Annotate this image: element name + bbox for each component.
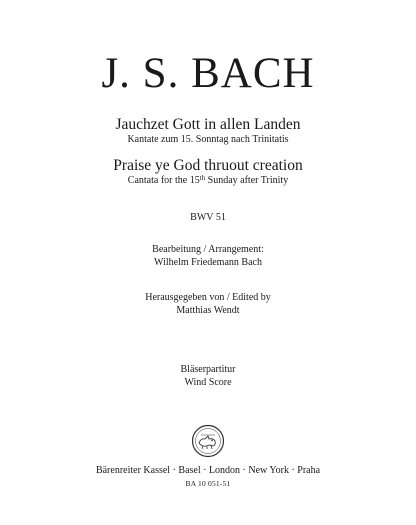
- subtitle-english: [0, 176, 416, 186]
- title-german: Jauchzet Gott in allen Landen: [115, 116, 301, 133]
- score-type-german: Bläserpartitur: [180, 364, 236, 375]
- composer-name: J. S. BACH: [101, 50, 315, 97]
- subtitle-english-ordinal: th: [199, 174, 206, 182]
- editor-name: Matthias Wendt: [176, 305, 240, 316]
- title-english: Praise ye God thruout creation: [113, 157, 303, 174]
- publisher-line: Bärenreiter Kassel · Basel · London · New York · Praha: [95, 465, 321, 476]
- publisher-seal-icon: [191, 424, 225, 458]
- work-number: BWV 51: [190, 212, 226, 223]
- subtitle-english-after: Sunday after Trinity: [205, 175, 289, 186]
- catalog-number: BA 10 051-51: [185, 479, 231, 488]
- score-type-english: Wind Score: [184, 377, 232, 388]
- subtitle-german: Kantate zum 15. Sonntag nach Trinitatis: [127, 134, 289, 145]
- editor-label: Herausgegeben von / Edited by: [145, 292, 271, 303]
- subtitle-english-before: Cantata for the 15: [127, 175, 200, 186]
- arrangement-label: Bearbeitung / Arrangement:: [152, 244, 264, 255]
- arranger-name: Wilhelm Friedemann Bach: [154, 257, 262, 268]
